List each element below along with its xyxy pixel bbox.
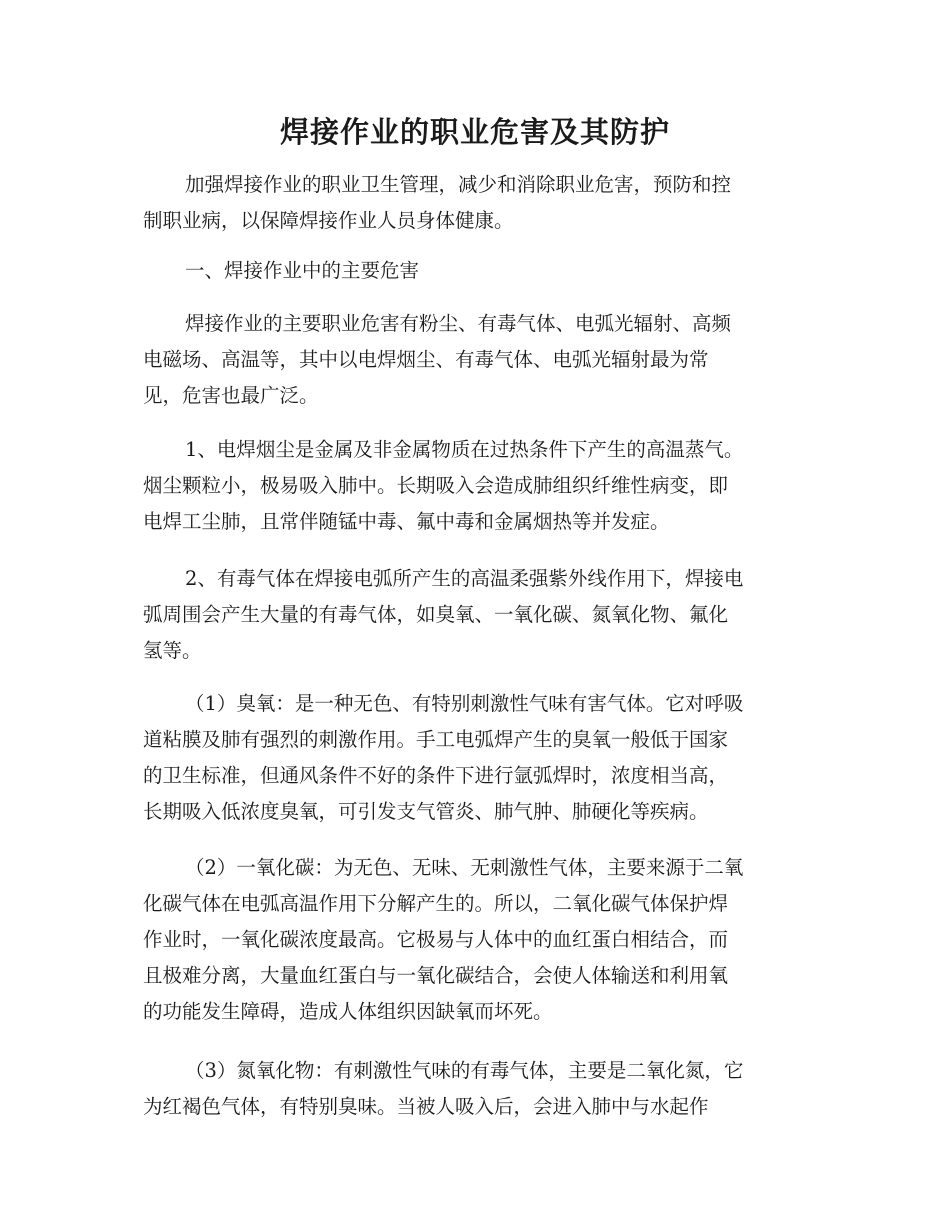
paragraph-ozone (143, 686, 808, 830)
text-line: 为红褐色气体，有特别臭味。当被人吸入后，会进入肺中与水起作 (143, 1095, 709, 1118)
paragraph-welding-fume (143, 432, 808, 540)
text-line: 化碳气体在电弧高温作用下分解产生的。所以，二氧化碳气体保护焊 (143, 892, 729, 915)
text-line: 2、有毒气体在焊接电弧所产生的高温柔强紫外线作用下，焊接电 (185, 567, 744, 590)
text-line: 见，危害也最广泛。 (143, 384, 319, 407)
paragraph-intro (143, 167, 808, 239)
text-line: 电焊工尘肺，且常伴随锰中毒、氟中毒和金属烟热等并发症。 (143, 510, 670, 533)
document-title: 焊接作业的职业危害及其防护 (279, 115, 670, 149)
text-line: 电磁场、高温等，其中以电焊烟尘、有毒气体、电弧光辐射最为常 (143, 348, 709, 371)
paragraph-main-hazards (143, 306, 808, 414)
paragraph-nitrogen-oxides (143, 1053, 808, 1125)
text-line: 的卫生标准，但通风条件不好的条件下进行氩弧焊时，浓度相当高， (143, 764, 729, 787)
section-heading (143, 253, 808, 289)
paragraph-carbon-monoxide (143, 850, 808, 1030)
text-line: 弧周围会产生大量的有毒气体，如臭氧、一氧化碳、氮氧化物、氟化 (143, 603, 729, 626)
text-line: 一、焊接作业中的主要危害 (185, 259, 420, 282)
text-line: 作业时，一氧化碳浓度最高。它极易与人体中的血红蛋白相结合，而 (143, 928, 729, 951)
paragraph-toxic-gases (143, 561, 808, 669)
text-line: 1、电焊烟尘是金属及非金属物质在过热条件下产生的高温蒸气。 (185, 438, 744, 461)
text-line: 氢等。 (143, 639, 202, 662)
text-line: 长期吸入低浓度臭氧，可引发支气管炎、肺气肿、肺硬化等疾病。 (143, 800, 709, 823)
text-line: 加强焊接作业的职业卫生管理，减少和消除职业危害，预防和控 (185, 173, 732, 196)
text-line: 焊接作业的主要职业危害有粉尘、有毒气体、电弧光辐射、高频 (185, 312, 732, 335)
text-line: 烟尘颗粒小，极易吸入肺中。长期吸入会造成肺组织纤维性病变，即 (143, 474, 729, 497)
text-line: （2）一氧化碳：为无色、无味、无刺激性气体，主要来源于二氧 (185, 856, 744, 879)
text-line: 制职业病，以保障焊接作业人员身体健康。 (143, 209, 514, 232)
text-line: 且极难分离，大量血红蛋白与一氧化碳结合，会使人体输送和利用氧 (143, 964, 729, 987)
text-line: （1）臭氧：是一种无色、有特别刺激性气味有害气体。它对呼吸 (185, 692, 744, 715)
text-line: （3）氮氧化物：有刺激性气味的有毒气体，主要是二氧化氮，它 (185, 1059, 744, 1082)
text-line: 的功能发生障碍，造成人体组织因缺氧而坏死。 (143, 1000, 553, 1023)
text-line: 道粘膜及肺有强烈的刺激作用。手工电弧焊产生的臭氧一般低于国家 (143, 728, 729, 751)
